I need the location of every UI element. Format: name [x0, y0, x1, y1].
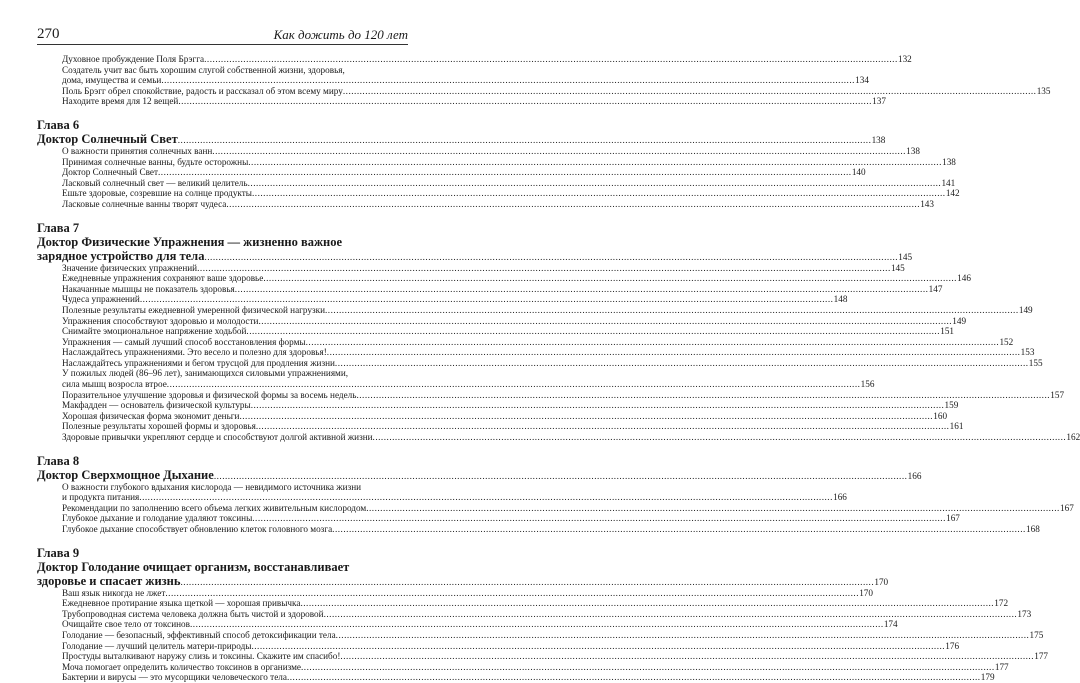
toc-entry [62, 347, 1035, 358]
toc-entry-title: Упражнения — самый лучший способ восстановления формы [62, 336, 306, 347]
toc-entry-title: Чудеса упражнений [62, 294, 140, 305]
running-title: Как дожить до 120 лет [273, 27, 408, 42]
toc-page-number: 152 [999, 336, 1014, 347]
dot-leader [204, 252, 898, 263]
toc-entry-row [62, 177, 956, 189]
toc-entry-title: Бактерии и вирусы — это мусорщики человеческого тела [62, 672, 287, 683]
chapter-label: Глава 6 [37, 117, 80, 132]
toc-page-number: 153 [1020, 347, 1035, 358]
dot-leader [301, 662, 995, 673]
dot-leader [248, 157, 942, 168]
toc-entry [62, 598, 1009, 609]
toc-entry [62, 513, 960, 524]
dot-leader [343, 86, 1037, 97]
toc-entry-title: Поль Брэгг обрел спокойствие, радость и рассказал об этом всему миру [62, 85, 343, 96]
chapter-page-number: 170 [874, 577, 889, 587]
toc-page-number: 141 [941, 177, 956, 188]
toc-page-number: 156 [860, 379, 875, 390]
dot-leader [226, 199, 920, 210]
toc-page-number: 145 [890, 262, 905, 273]
toc-entry-row [62, 389, 1065, 401]
dot-leader [140, 294, 834, 305]
toc-entry-row [62, 502, 1074, 514]
dot-leader [252, 513, 946, 524]
toc-entry [62, 524, 1040, 535]
toc-entry-row [62, 492, 847, 503]
toc-entry-title: Полезные результаты хорошей формы и здоровья [62, 421, 256, 432]
toc-page-number: 177 [994, 661, 1009, 672]
toc-entry-title: Доктор Солнечный Свет [62, 167, 158, 178]
toc-entry [62, 326, 955, 337]
toc-entry-title: Накачанные мышцы не показатель здоровья [62, 283, 235, 294]
chapter-section [37, 545, 1049, 683]
toc-entry [62, 96, 886, 107]
toc-entry-row [62, 156, 956, 168]
dot-leader [197, 263, 891, 274]
toc-entry-title: Снимайте эмоциональное напряжение ходьбой [62, 326, 247, 337]
toc-entry-title: Моча помогает определить количество токсинов в организме [62, 661, 301, 672]
toc-entry-row [62, 304, 1033, 316]
toc-entry [62, 198, 934, 210]
dot-leader [263, 273, 957, 284]
toc-page-number: 179 [980, 672, 995, 683]
toc-entry-row [62, 75, 869, 86]
toc-entry-row [62, 357, 1043, 369]
toc-entry-row [62, 421, 964, 432]
chapter-section [37, 220, 1080, 443]
toc-page-number: 176 [945, 640, 960, 651]
toc-entry [62, 64, 869, 86]
dot-leader [300, 598, 994, 609]
toc-page-number: 175 [1029, 629, 1044, 640]
toc-entry-title: Наслаждайтесь упражнениями. Это весело и полезно для здоровья! [62, 347, 327, 358]
toc-entry [62, 608, 1032, 620]
dot-leader [306, 337, 1000, 348]
toc-entry-title: Макфадден — основатель физической культуры [62, 400, 251, 411]
dot-leader [287, 672, 981, 683]
chapter-label: Глава 8 [37, 453, 80, 468]
toc-entry [62, 619, 898, 630]
toc-entry-row [62, 85, 1051, 97]
toc-entry-title: Ласковый солнечный свет — великий целитель [62, 177, 248, 188]
toc-entry [62, 304, 1033, 316]
dot-leader [332, 524, 1026, 535]
chapter-section [37, 117, 960, 210]
toc-entry-row [62, 315, 967, 327]
toc-entry-title: Значение физических упражнений [62, 262, 198, 273]
chapter-title [37, 248, 913, 263]
chapter-title-text: Доктор Солнечный Свет [37, 131, 178, 146]
toc-page-number: 170 [859, 587, 873, 598]
toc-page-number: 132 [897, 54, 912, 64]
toc-entry [62, 85, 1051, 97]
toc-page-number: 140 [851, 167, 866, 178]
toc-page-number: 149 [952, 315, 967, 326]
dot-leader [258, 316, 952, 327]
toc-entry [62, 188, 960, 199]
toc-page-number: 138 [942, 156, 956, 167]
chapter-label: Глава 9 [37, 545, 80, 560]
toc-entry [62, 640, 960, 652]
toc-page-number: 155 [1028, 357, 1043, 368]
toc-entry-row [62, 598, 1009, 609]
dot-leader [256, 421, 950, 432]
toc-entry-row [62, 587, 873, 599]
toc-entry-title: Ежедневное протирание языка щеткой — хорошая привычка [62, 598, 301, 609]
toc-page-number: 168 [1026, 524, 1040, 534]
dot-leader [356, 390, 1050, 401]
toc-entry-row [62, 347, 1035, 358]
toc-entry-title: Ваш язык никогда не лжет [62, 587, 166, 598]
toc-entry-first-line: У пожилых людей (86–96 лет), занимающихся силовыми упражнениями, [62, 368, 349, 379]
toc-entry [62, 587, 873, 599]
toc-entry-row [62, 167, 866, 178]
toc-entry [62, 421, 964, 432]
toc-entry-row [62, 294, 848, 305]
toc-entry [62, 294, 848, 305]
toc-entry [62, 177, 956, 189]
dot-leader [336, 630, 1030, 641]
toc-entry-title: Находите время для 12 вещей [62, 96, 179, 107]
toc-page-number: 162 [1066, 432, 1080, 443]
toc-entry-row [62, 640, 960, 652]
dot-leader [178, 96, 872, 107]
toc-entry-row [62, 410, 948, 422]
toc-entry-row [62, 326, 955, 337]
dot-leader [161, 75, 855, 86]
toc-entry-title: и продукта питания [62, 492, 140, 503]
toc-entry-title: Трубопроводная система человека должна быть чистой и здоровой [62, 608, 324, 619]
dot-leader [325, 305, 1019, 316]
toc-entry [62, 502, 1074, 514]
toc-entry-row [62, 661, 1009, 673]
toc-page-number: 137 [872, 96, 886, 107]
dot-leader [335, 358, 1029, 369]
toc-entry-title: Ежедневные упражнения сохраняют ваше здоровье [62, 273, 264, 284]
toc-entry [62, 283, 943, 295]
page-number: 270 [37, 26, 60, 42]
toc-entry-title: Поразительное улучшение здоровья и физической формы за восемь недель [62, 389, 357, 400]
toc-page-number: 151 [940, 326, 955, 337]
toc-entry-title: Упражнения способствуют здоровью и молодости [62, 315, 259, 326]
toc-entry-row [62, 96, 886, 107]
toc-entry-row [62, 619, 898, 630]
toc-entry-row [62, 400, 959, 411]
toc-entry-title: Рекомендации по заполнению всего объема легких живительным кислородом [62, 502, 367, 513]
dot-leader [181, 577, 875, 588]
toc-entry-row [62, 336, 1014, 348]
toc-page-number: 177 [1034, 651, 1049, 662]
toc-page-number: 159 [944, 400, 959, 411]
toc-page-number: 149 [1018, 304, 1033, 315]
toc-entry [62, 661, 1009, 673]
chapter-title-text: Доктор Сверхмощное Дыхание [37, 467, 214, 482]
dot-leader [178, 135, 872, 146]
toc-page-number: 148 [833, 294, 848, 305]
toc-entry-row [62, 432, 1080, 443]
toc-entry [62, 315, 967, 327]
chapter-page-number: 166 [907, 471, 922, 482]
toc-entry-first-line: Создатель учит вас быть хорошим слугой собственной жизни, здоровья, [62, 64, 345, 75]
toc-page-number: 167 [946, 513, 960, 524]
dot-leader [246, 326, 940, 337]
toc-entry-title: Духовное пробуждение Поля Брэгга [62, 54, 205, 64]
toc-entry-title: Полезные результаты ежедневной умеренной физической нагрузки [62, 304, 325, 315]
chapter-title [37, 467, 922, 482]
toc-entry-row [62, 283, 943, 295]
dot-leader [235, 284, 929, 295]
toc-entry-title: Ласковые солнечные ванны творят чудеса [62, 198, 227, 209]
chapter-title-first-line: Доктор Голодание очищает организм, восстанавливает [37, 559, 350, 574]
dot-leader [252, 188, 946, 199]
chapter-title-first-line: Доктор Физические Упражнения — жизненно важное [37, 234, 343, 249]
dot-leader [340, 651, 1034, 662]
toc-page-number: 174 [883, 619, 898, 630]
toc-entry-row [62, 651, 1049, 662]
dot-leader [214, 471, 908, 482]
dot-leader [327, 347, 1021, 358]
toc-entry-row [62, 273, 971, 284]
toc-entry [62, 432, 1080, 443]
toc-page-number: 160 [933, 410, 948, 421]
toc-entry-row [62, 524, 1040, 535]
toc-entry [62, 336, 1014, 348]
toc-entry-title: Принимая солнечные ванны, будьте осторожны [62, 156, 249, 167]
dot-leader [366, 503, 1060, 514]
toc-entry-title: Голодание — безопасный, эффективный способ детоксификации тела [62, 629, 336, 640]
chapter-page-number: 138 [871, 135, 886, 146]
toc-entry-title: Голодание — лучший целитель матери-природы [62, 640, 252, 651]
chapter-title-text: здоровье и спасает жизнь [37, 573, 181, 588]
toc-page-number: 173 [1017, 608, 1032, 619]
toc-entry [62, 651, 1049, 662]
dot-leader [204, 54, 898, 65]
toc-entry [62, 262, 905, 274]
chapter-label: Глава 7 [37, 220, 80, 235]
toc-entry-row [62, 188, 960, 199]
toc-page-number: 172 [994, 598, 1009, 609]
toc-page-number: 167 [1060, 502, 1074, 513]
toc-entry-row [62, 608, 1032, 620]
dot-leader [158, 167, 852, 178]
toc-entry-title: Глубокое дыхание и голодание удаляют токсины [62, 513, 253, 524]
toc-entry [62, 368, 875, 390]
toc-page-number: 138 [906, 145, 920, 156]
toc-page-number: 157 [1050, 389, 1065, 400]
toc-page-number: 135 [1036, 85, 1051, 96]
toc-entry [62, 481, 847, 503]
dot-leader [167, 379, 861, 390]
toc-entry-title: Хорошая физическая форма экономит деньги [62, 410, 240, 421]
toc-entry-title: Простуды выталкивают наружу слизь и токсины. Скажите им спасибо! [62, 651, 341, 662]
dot-leader [139, 492, 833, 503]
toc-page-number: 142 [945, 188, 960, 199]
toc-entry-title: Глубокое дыхание способствует обновлению клеток головного мозга [62, 524, 333, 534]
toc-page-number: 143 [920, 198, 934, 209]
toc-entry [62, 410, 948, 422]
toc-entry [62, 145, 920, 157]
toc-entry [62, 156, 956, 168]
dot-leader [190, 619, 884, 630]
toc-entry [62, 629, 1044, 641]
toc-entry-row [62, 513, 960, 524]
toc-page-number: 161 [949, 421, 964, 432]
toc-entry-title: Здоровые привычки укрепляют сердце и способствуют долгой активной жизни [62, 432, 373, 443]
dot-leader [251, 400, 945, 411]
toc-entry-row [62, 54, 912, 65]
dot-leader [324, 609, 1018, 620]
toc-page-number: 147 [928, 283, 943, 294]
toc-entry-title: дома, имущества и семьи [62, 75, 162, 86]
dot-leader [373, 432, 1067, 443]
toc-entry-row [62, 198, 934, 210]
dot-leader [251, 641, 945, 652]
toc-entry-title: Ешьте здоровые, созревшие на солнце продукты [62, 188, 252, 199]
toc-entry [62, 389, 1065, 401]
toc-page-number: 166 [833, 492, 847, 503]
chapter-page-number: 145 [898, 251, 913, 262]
toc-entry-row [62, 379, 875, 390]
chapter-section [37, 453, 1074, 535]
toc-page-number: 146 [957, 273, 971, 284]
toc-entry-row [62, 145, 920, 157]
dot-leader [239, 411, 933, 422]
toc-entry [62, 273, 971, 284]
toc-entry-row [62, 672, 995, 683]
dot-leader [212, 146, 906, 157]
chapter-title-text: зарядное устройство для тела [37, 248, 205, 263]
toc-entry-row [62, 629, 1044, 641]
running-header [37, 26, 408, 45]
dot-leader [165, 588, 859, 599]
toc-entry [62, 54, 912, 65]
toc-entry-row [62, 262, 905, 274]
toc-entry-title: сила мышц возросла втрое [62, 379, 167, 390]
table-of-contents [37, 54, 1080, 683]
chapter-title [37, 131, 886, 146]
toc-entry [62, 357, 1043, 369]
chapter-title [37, 573, 889, 588]
toc-page-number: 134 [855, 75, 869, 86]
toc-entry [62, 167, 866, 178]
toc-entry [62, 400, 959, 411]
toc-entry-first-line: О важности глубокого вдыхания кислорода — невидимого источника жизни [62, 481, 362, 492]
dot-leader [248, 178, 942, 189]
toc-entry [62, 672, 995, 683]
toc-entry-title: Очищайте свое тело от токсинов [62, 619, 190, 630]
toc-entry-title: О важности принятия солнечных ванн [62, 145, 213, 156]
toc-entry-title: Наслаждайтесь упражнениями и бегом трусцой для продления жизни [62, 357, 335, 368]
